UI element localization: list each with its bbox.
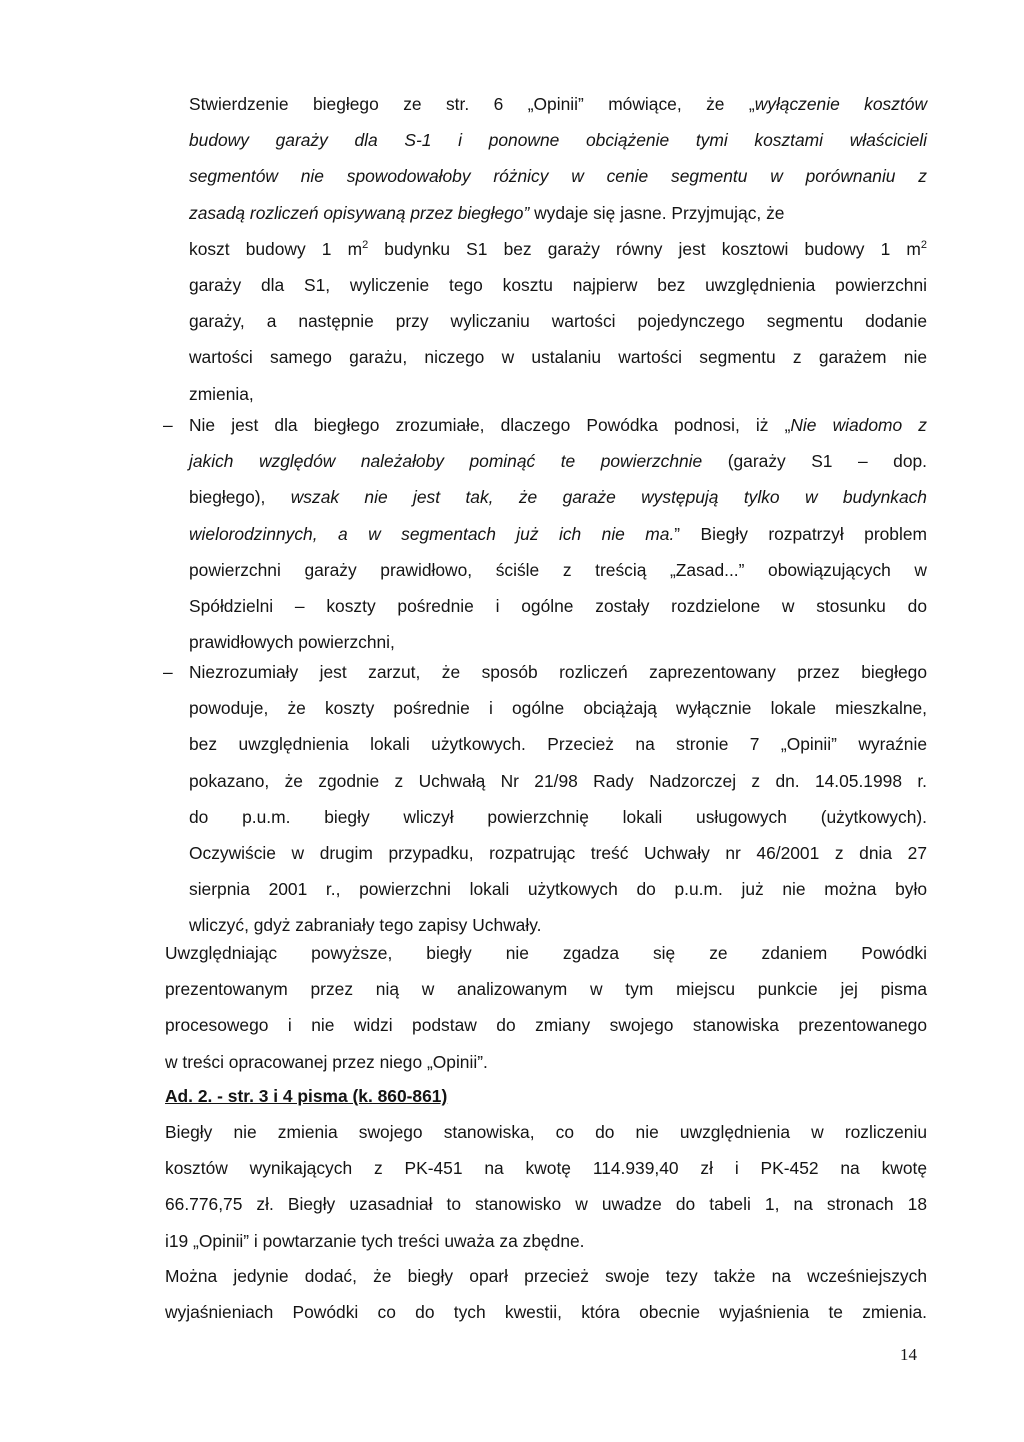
text-line: segmentów nie spowodowałoby różnicy w cenie segmentu w porównaniu z <box>189 166 927 187</box>
text-line: bez uwzględnienia lokali użytkowych. Przecież na stronie 7 „Opinii” wyraźnie <box>189 734 927 755</box>
text-line: zasadą rozliczeń opisywaną przez biegłego” wydaje się jasne. Przyjmując, że <box>189 202 785 223</box>
text-line: i19 „Opinii” i powtarzanie tych treści uważa za zbędne. <box>165 1230 585 1251</box>
paragraph-expert-statement <box>189 86 927 412</box>
text-line: Stwierdzenie biegłego ze str. 6 „Opinii” mówiące, że „wyłączenie kosztów <box>189 94 928 114</box>
text-line: budowy garaży dla S-1 i ponowne obciążenie tymi kosztami właścicieli <box>189 130 927 151</box>
text-line: prezentowanym przez nią w analizowanym w tym miejscu punkcie jej pisma <box>165 979 927 1000</box>
text-line: Uwzględniając powyższe, biegły nie zgadza się ze zdaniem Powódki <box>165 943 927 963</box>
text-line: do p.u.m. biegły wliczył powierzchnię lokali usługowych (użytkowych). <box>189 806 927 827</box>
text-line: wielorodzinnych, a w segmentach już ich nie ma.” Biegły rozpatrzył problem <box>189 523 927 544</box>
text-line: zmienia, <box>189 383 254 404</box>
bullet-item-costs <box>189 654 927 944</box>
text-line: procesowego i nie widzi podstaw do zmiany swojego stanowiska prezentowanego <box>165 1015 927 1036</box>
text-line: wyjaśnieniach Powódki co do tych kwestii, która obecnie wyjaśnienia te zmienia. <box>165 1302 927 1323</box>
text-line: Nie jest dla biegłego zrozumiałe, dlaczego Powódka podnosi, iż „Nie wiadomo z <box>189 415 927 435</box>
text-line: Można jedynie dodać, że biegły oparł przecież swoje tezy także na wcześniejszych <box>165 1266 927 1286</box>
text-line: sierpnia 2001 r., powierzchni lokali użytkowych do p.u.m. już nie można było <box>189 879 927 900</box>
text-line: wartości samego garażu, niczego w ustalaniu wartości segmentu z garażem nie <box>189 347 927 368</box>
text-line: koszt budowy 1 $m^2$ budynku S1 bez garaży równy jest kosztowi budowy 1 $m^2$ <box>189 238 928 259</box>
paragraph-addition <box>165 1258 927 1330</box>
text-line: Niezrozumiały jest zarzut, że sposób rozliczeń zaprezentowany przez biegłego <box>189 662 927 682</box>
text-line: pokazano, że zgodnie z Uchwałą Nr 21/98 Rady Nadzorczej z dn. 14.05.1998 r. <box>189 770 927 791</box>
heading-text: Ad. 2. - str. 3 i 4 pisma (k. 860-861) <box>165 1086 448 1106</box>
text-line: wliczyć, gdyż zabraniały tego zapisy Uchwały. <box>189 915 542 936</box>
paragraph-conclusion <box>165 935 927 1080</box>
bullet-item-garages <box>189 407 927 660</box>
text-line: garaży dla S1, wyliczenie tego kosztu najpierw bez uwzględnienia powierzchni <box>189 275 927 296</box>
bullet-dash: – <box>163 415 173 435</box>
text-line: garaży, a następnie przy wyliczaniu wartości pojedynczego segmentu dodanie <box>189 311 927 332</box>
text-line: kosztów wynikających z PK-451 na kwotę 114.939,40 zł i PK-452 na kwotę <box>165 1158 927 1179</box>
text-line: 66.776,75 zł. Biegły uzasadniał to stanowisko w uwadze do tabeli 1, na stronach 18 <box>165 1194 927 1215</box>
text-line: w treści opracowanej przez niego „Opinii”. <box>165 1051 488 1072</box>
bullet-dash: – <box>163 662 173 682</box>
text-line: jakich względów należałoby pominąć te powierzchnie (garaży S1 – dop. <box>189 451 927 472</box>
text-line: powierzchni garaży prawidłowo, ściśle z treścią „Zasad...” obowiązujących w <box>189 559 927 580</box>
page-number: 14 <box>900 1345 917 1364</box>
text-line: Spółdzielni – koszty pośrednie i ogólne zostały rozdzielone w stosunku do <box>189 596 927 617</box>
paragraph-position <box>165 1114 927 1259</box>
text-line: biegłego), wszak nie jest tak, że garaże występują tylko w budynkach <box>189 487 927 508</box>
section-heading <box>165 1078 447 1114</box>
text-line: prawidłowych powierzchni, <box>189 632 395 653</box>
text-line: Oczywiście w drugim przypadku, rozpatrując treść Uchwały nr 46/2001 z dnia 27 <box>189 843 927 864</box>
text-line: powoduje, że koszty pośrednie i ogólne obciążają wyłącznie lokale mieszkalne, <box>189 698 927 719</box>
text-line: Biegły nie zmienia swojego stanowiska, co do nie uwzględnienia w rozliczeniu <box>165 1122 927 1142</box>
